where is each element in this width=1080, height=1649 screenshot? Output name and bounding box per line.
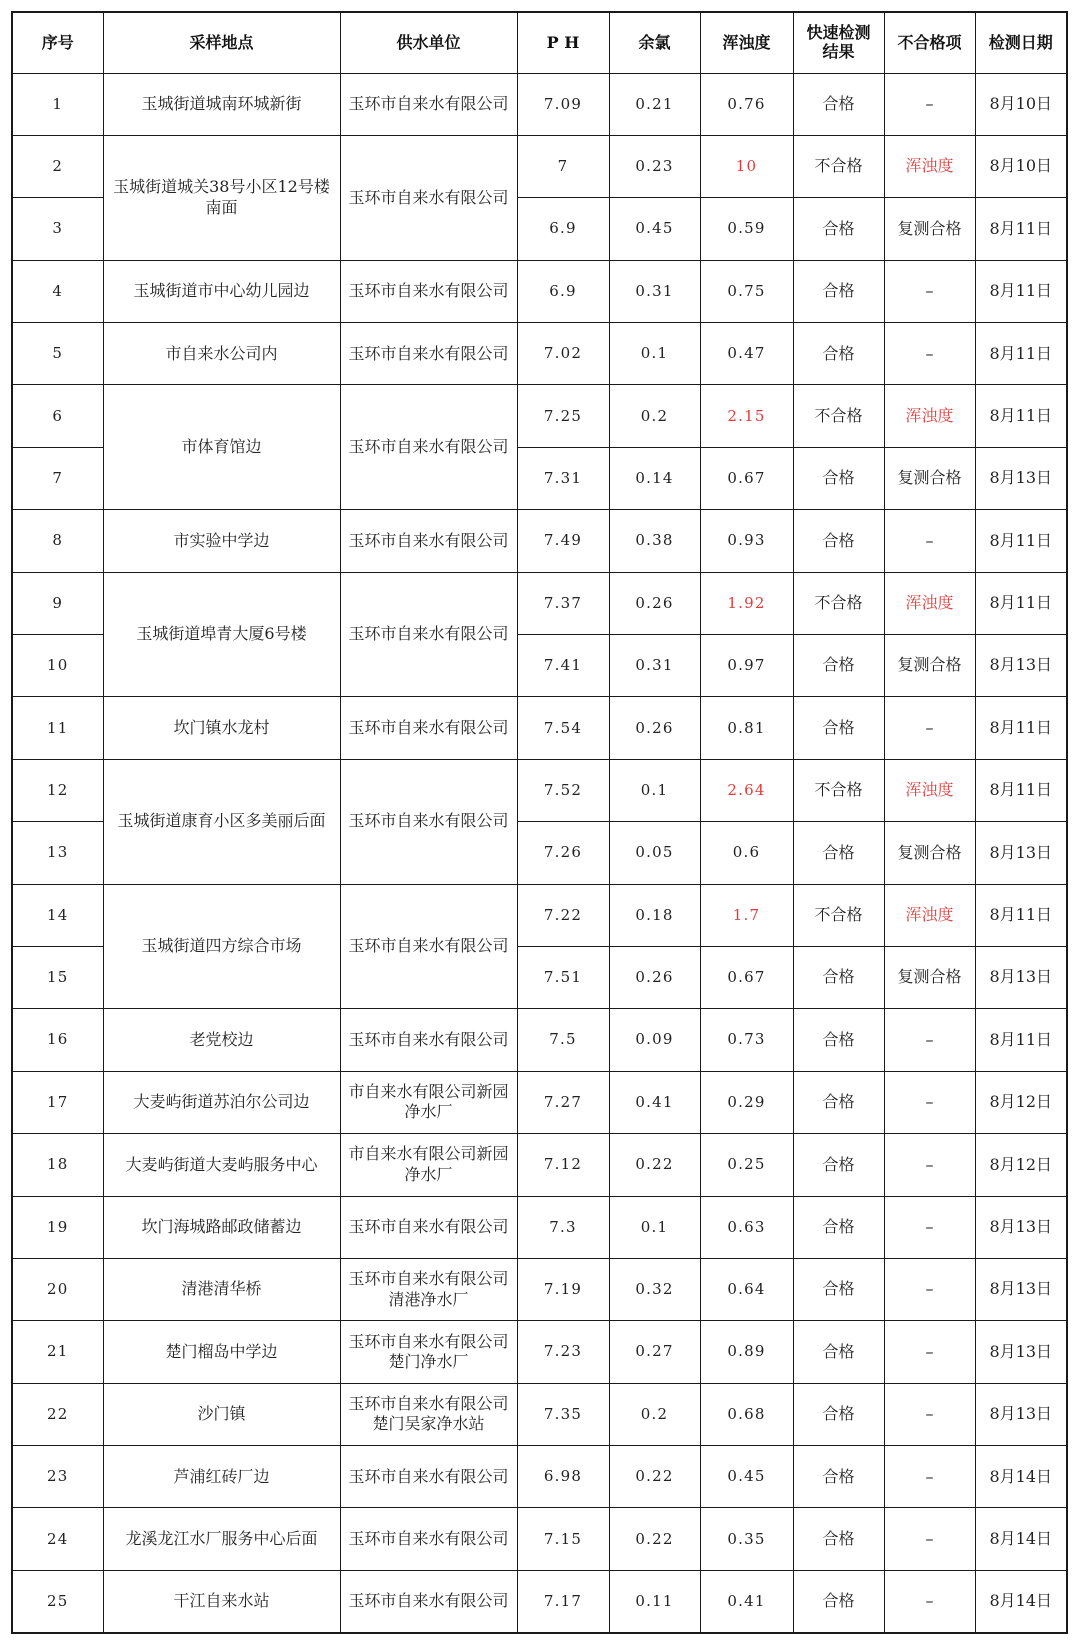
sample-number-cell: 13 xyxy=(12,822,103,884)
residual-chlorine-cell: 0.21 xyxy=(609,73,700,135)
test-date-cell: 8月11日 xyxy=(975,260,1067,322)
failed-item-cell: – xyxy=(884,1446,975,1508)
failed-item-cell: – xyxy=(884,260,975,322)
sampling-site-cell: 玉城街道四方综合市场 xyxy=(103,884,340,1009)
sample-number-cell: 22 xyxy=(12,1383,103,1445)
quick-test-result-cell: 合格 xyxy=(793,73,884,135)
residual-chlorine-cell: 0.45 xyxy=(609,198,700,260)
failed-item-cell: – xyxy=(884,1196,975,1258)
header-residual-chlorine: 余氯 xyxy=(609,12,700,73)
ph-cell: 6.9 xyxy=(517,198,609,260)
quick-test-result-cell: 不合格 xyxy=(793,759,884,821)
water-supplier-cell: 玉环市自来水有限公司清港净水厂 xyxy=(340,1258,517,1320)
water-supplier-cell: 玉环市自来水有限公司 xyxy=(340,884,517,1009)
table-row xyxy=(12,260,1067,322)
failed-item-cell: 浑浊度 xyxy=(884,385,975,447)
turbidity-cell: 1.92 xyxy=(700,572,793,634)
residual-chlorine-cell: 0.22 xyxy=(609,1508,700,1570)
residual-chlorine-cell: 0.41 xyxy=(609,1071,700,1133)
sampling-site-cell: 玉城街道康育小区多美丽后面 xyxy=(103,759,340,884)
failed-item-cell: – xyxy=(884,1383,975,1445)
ph-cell: 7.3 xyxy=(517,1196,609,1258)
failed-item-cell: 复测合格 xyxy=(884,822,975,884)
quick-test-result-cell: 合格 xyxy=(793,822,884,884)
quick-test-result-cell: 合格 xyxy=(793,697,884,759)
turbidity-cell: 0.64 xyxy=(700,1258,793,1320)
water-supplier-cell: 玉环市自来水有限公司 xyxy=(340,1570,517,1632)
quick-test-result-cell: 合格 xyxy=(793,1258,884,1320)
table-row xyxy=(12,572,1067,634)
residual-chlorine-cell: 0.26 xyxy=(609,697,700,759)
residual-chlorine-cell: 0.32 xyxy=(609,1258,700,1320)
test-date-cell: 8月13日 xyxy=(975,1321,1067,1383)
water-supplier-cell: 玉环市自来水有限公司 xyxy=(340,510,517,572)
sample-number-cell: 25 xyxy=(12,1570,103,1632)
header-quick-test-result xyxy=(793,12,884,73)
quick-test-result-cell: 合格 xyxy=(793,198,884,260)
table-row xyxy=(12,1321,1067,1383)
water-supplier-cell: 市自来水有限公司新园净水厂 xyxy=(340,1071,517,1133)
sample-number-cell: 8 xyxy=(12,510,103,572)
header-turbidity: 浑浊度 xyxy=(700,12,793,73)
test-date-cell: 8月11日 xyxy=(975,385,1067,447)
water-supplier-cell: 玉环市自来水有限公司 xyxy=(340,135,517,260)
failed-item-cell: 复测合格 xyxy=(884,635,975,697)
quick-test-result-cell: 合格 xyxy=(793,1446,884,1508)
quick-test-result-cell: 合格 xyxy=(793,1009,884,1071)
table-row xyxy=(12,884,1067,946)
ph-cell: 7.52 xyxy=(517,759,609,821)
header-quick-test-result-label: 快速检测结果 xyxy=(806,23,871,61)
ph-cell: 6.9 xyxy=(517,260,609,322)
sample-number-cell: 9 xyxy=(12,572,103,634)
sampling-site-cell: 沙门镇 xyxy=(103,1383,340,1445)
ph-cell: 7.15 xyxy=(517,1508,609,1570)
residual-chlorine-cell: 0.18 xyxy=(609,884,700,946)
ph-cell: 7.51 xyxy=(517,946,609,1008)
sampling-site-cell: 市实验中学边 xyxy=(103,510,340,572)
table-row xyxy=(12,1258,1067,1320)
ph-cell: 7.41 xyxy=(517,635,609,697)
header-failed-item: 不合格项 xyxy=(884,12,975,73)
test-date-cell: 8月11日 xyxy=(975,884,1067,946)
table-row xyxy=(12,759,1067,821)
sampling-site-cell: 玉城街道城南环城新街 xyxy=(103,73,340,135)
residual-chlorine-cell: 0.26 xyxy=(609,572,700,634)
sampling-site-cell: 坎门海城路邮政储蓄边 xyxy=(103,1196,340,1258)
failed-item-cell: 复测合格 xyxy=(884,198,975,260)
failed-item-cell: – xyxy=(884,1071,975,1133)
table-row xyxy=(12,697,1067,759)
turbidity-cell: 0.41 xyxy=(700,1570,793,1632)
turbidity-cell: 0.73 xyxy=(700,1009,793,1071)
sampling-site-cell: 市自来水公司内 xyxy=(103,323,340,385)
sampling-site-cell: 老党校边 xyxy=(103,1009,340,1071)
header-sample-number: 序号 xyxy=(12,12,103,73)
turbidity-cell: 0.75 xyxy=(700,260,793,322)
test-date-cell: 8月13日 xyxy=(975,1258,1067,1320)
ph-cell: 7.02 xyxy=(517,323,609,385)
water-supplier-cell: 玉环市自来水有限公司 xyxy=(340,759,517,884)
sampling-site-cell: 玉城街道市中心幼儿园边 xyxy=(103,260,340,322)
table-row xyxy=(12,73,1067,135)
ph-cell: 7.22 xyxy=(517,884,609,946)
test-date-cell: 8月13日 xyxy=(975,635,1067,697)
ph-cell: 7.19 xyxy=(517,1258,609,1320)
turbidity-cell: 0.67 xyxy=(700,447,793,509)
water-quality-sheet xyxy=(11,11,1068,1634)
water-supplier-cell: 玉环市自来水有限公司 xyxy=(340,323,517,385)
residual-chlorine-cell: 0.1 xyxy=(609,1196,700,1258)
water-supplier-cell: 玉环市自来水有限公司 xyxy=(340,1508,517,1570)
table-row xyxy=(12,1196,1067,1258)
turbidity-cell: 0.76 xyxy=(700,73,793,135)
failed-item-cell: 复测合格 xyxy=(884,946,975,1008)
header-ph: P H xyxy=(517,12,609,73)
ph-cell: 7.26 xyxy=(517,822,609,884)
sample-number-cell: 3 xyxy=(12,198,103,260)
sampling-site-cell: 大麦屿街道大麦屿服务中心 xyxy=(103,1134,340,1196)
sample-number-cell: 2 xyxy=(12,135,103,197)
failed-item-cell: – xyxy=(884,1134,975,1196)
table-row xyxy=(12,1570,1067,1632)
sampling-site-cell: 玉城街道埠青大厦6号楼 xyxy=(103,572,340,697)
ph-cell: 7.27 xyxy=(517,1071,609,1133)
residual-chlorine-cell: 0.23 xyxy=(609,135,700,197)
test-date-cell: 8月14日 xyxy=(975,1508,1067,1570)
sample-number-cell: 18 xyxy=(12,1134,103,1196)
turbidity-cell: 0.89 xyxy=(700,1321,793,1383)
quick-test-result-cell: 合格 xyxy=(793,260,884,322)
ph-cell: 7.54 xyxy=(517,697,609,759)
failed-item-cell: – xyxy=(884,73,975,135)
water-supplier-cell: 玉环市自来水有限公司 xyxy=(340,1009,517,1071)
sampling-site-cell: 芦浦红砖厂边 xyxy=(103,1446,340,1508)
residual-chlorine-cell: 0.05 xyxy=(609,822,700,884)
residual-chlorine-cell: 0.1 xyxy=(609,323,700,385)
test-date-cell: 8月13日 xyxy=(975,1196,1067,1258)
test-date-cell: 8月11日 xyxy=(975,510,1067,572)
sample-number-cell: 10 xyxy=(12,635,103,697)
sampling-site-cell: 市体育馆边 xyxy=(103,385,340,510)
table-row xyxy=(12,1134,1067,1196)
sample-number-cell: 1 xyxy=(12,73,103,135)
quick-test-result-cell: 合格 xyxy=(793,946,884,1008)
residual-chlorine-cell: 0.11 xyxy=(609,1570,700,1632)
sample-number-cell: 21 xyxy=(12,1321,103,1383)
residual-chlorine-cell: 0.2 xyxy=(609,1383,700,1445)
sample-number-cell: 11 xyxy=(12,697,103,759)
ph-cell: 7.23 xyxy=(517,1321,609,1383)
turbidity-cell: 0.45 xyxy=(700,1446,793,1508)
quick-test-result-cell: 不合格 xyxy=(793,884,884,946)
water-supplier-cell: 玉环市自来水有限公司 xyxy=(340,260,517,322)
quick-test-result-cell: 合格 xyxy=(793,1508,884,1570)
residual-chlorine-cell: 0.31 xyxy=(609,260,700,322)
sample-number-cell: 5 xyxy=(12,323,103,385)
failed-item-cell: – xyxy=(884,1258,975,1320)
water-supplier-cell: 玉环市自来水有限公司 xyxy=(340,697,517,759)
residual-chlorine-cell: 0.09 xyxy=(609,1009,700,1071)
table-row xyxy=(12,385,1067,447)
water-supplier-cell: 玉环市自来水有限公司楚门吴家净水站 xyxy=(340,1383,517,1445)
ph-cell: 7.35 xyxy=(517,1383,609,1445)
failed-item-cell: 浑浊度 xyxy=(884,135,975,197)
water-supplier-cell: 玉环市自来水有限公司 xyxy=(340,385,517,510)
table-row xyxy=(12,135,1067,197)
failed-item-cell: – xyxy=(884,697,975,759)
water-supplier-cell: 玉环市自来水有限公司 xyxy=(340,1446,517,1508)
failed-item-cell: – xyxy=(884,323,975,385)
sampling-site-cell: 龙溪龙江水厂服务中心后面 xyxy=(103,1508,340,1570)
ph-cell: 7.12 xyxy=(517,1134,609,1196)
residual-chlorine-cell: 0.26 xyxy=(609,946,700,1008)
failed-item-cell: – xyxy=(884,1508,975,1570)
ph-cell: 7.5 xyxy=(517,1009,609,1071)
failed-item-cell: – xyxy=(884,1009,975,1071)
quick-test-result-cell: 合格 xyxy=(793,1196,884,1258)
test-date-cell: 8月10日 xyxy=(975,73,1067,135)
residual-chlorine-cell: 0.14 xyxy=(609,447,700,509)
ph-cell: 6.98 xyxy=(517,1446,609,1508)
quick-test-result-cell: 合格 xyxy=(793,323,884,385)
residual-chlorine-cell: 0.22 xyxy=(609,1134,700,1196)
quick-test-result-cell: 合格 xyxy=(793,1383,884,1445)
failed-item-cell: 浑浊度 xyxy=(884,884,975,946)
turbidity-cell: 0.63 xyxy=(700,1196,793,1258)
ph-cell: 7.25 xyxy=(517,385,609,447)
table-row xyxy=(12,1446,1067,1508)
test-date-cell: 8月11日 xyxy=(975,697,1067,759)
table-row xyxy=(12,1071,1067,1133)
turbidity-cell: 2.15 xyxy=(700,385,793,447)
turbidity-cell: 2.64 xyxy=(700,759,793,821)
quick-test-result-cell: 合格 xyxy=(793,510,884,572)
header-sampling-site: 采样地点 xyxy=(103,12,340,73)
header-test-date: 检测日期 xyxy=(975,12,1067,73)
ph-cell: 7 xyxy=(517,135,609,197)
test-date-cell: 8月14日 xyxy=(975,1446,1067,1508)
sample-number-cell: 7 xyxy=(12,447,103,509)
water-quality-table xyxy=(11,11,1068,1634)
sample-number-cell: 19 xyxy=(12,1196,103,1258)
failed-item-cell: 浑浊度 xyxy=(884,759,975,821)
test-date-cell: 8月11日 xyxy=(975,198,1067,260)
quick-test-result-cell: 不合格 xyxy=(793,572,884,634)
sample-number-cell: 17 xyxy=(12,1071,103,1133)
sampling-site-cell: 楚门榴岛中学边 xyxy=(103,1321,340,1383)
table-row xyxy=(12,323,1067,385)
water-supplier-cell: 玉环市自来水有限公司 xyxy=(340,572,517,697)
quick-test-result-cell: 合格 xyxy=(793,635,884,697)
test-date-cell: 8月11日 xyxy=(975,323,1067,385)
ph-cell: 7.49 xyxy=(517,510,609,572)
sample-number-cell: 16 xyxy=(12,1009,103,1071)
quick-test-result-cell: 合格 xyxy=(793,447,884,509)
failed-item-cell: 浑浊度 xyxy=(884,572,975,634)
water-supplier-cell: 玉环市自来水有限公司 xyxy=(340,1196,517,1258)
test-date-cell: 8月12日 xyxy=(975,1071,1067,1133)
ph-cell: 7.31 xyxy=(517,447,609,509)
sample-number-cell: 15 xyxy=(12,946,103,1008)
ph-cell: 7.17 xyxy=(517,1570,609,1632)
sample-number-cell: 23 xyxy=(12,1446,103,1508)
table-row xyxy=(12,1009,1067,1071)
test-date-cell: 8月13日 xyxy=(975,822,1067,884)
turbidity-cell: 10 xyxy=(700,135,793,197)
residual-chlorine-cell: 0.27 xyxy=(609,1321,700,1383)
quick-test-result-cell: 合格 xyxy=(793,1321,884,1383)
table-row xyxy=(12,510,1067,572)
turbidity-cell: 0.67 xyxy=(700,946,793,1008)
test-date-cell: 8月13日 xyxy=(975,946,1067,1008)
table-row xyxy=(12,1508,1067,1570)
sample-number-cell: 24 xyxy=(12,1508,103,1570)
ph-cell: 7.37 xyxy=(517,572,609,634)
failed-item-cell: – xyxy=(884,1321,975,1383)
turbidity-cell: 0.81 xyxy=(700,697,793,759)
test-date-cell: 8月11日 xyxy=(975,1009,1067,1071)
water-supplier-cell: 玉环市自来水有限公司 xyxy=(340,73,517,135)
sample-number-cell: 20 xyxy=(12,1258,103,1320)
test-date-cell: 8月13日 xyxy=(975,447,1067,509)
turbidity-cell: 0.29 xyxy=(700,1071,793,1133)
test-date-cell: 8月14日 xyxy=(975,1570,1067,1632)
turbidity-cell: 0.97 xyxy=(700,635,793,697)
table-row xyxy=(12,1383,1067,1445)
table-header-row xyxy=(12,12,1067,73)
sampling-site-cell: 大麦屿街道苏泊尔公司边 xyxy=(103,1071,340,1133)
quick-test-result-cell: 不合格 xyxy=(793,385,884,447)
water-supplier-cell: 市自来水有限公司新园净水厂 xyxy=(340,1134,517,1196)
quick-test-result-cell: 不合格 xyxy=(793,135,884,197)
sample-number-cell: 6 xyxy=(12,385,103,447)
failed-item-cell: – xyxy=(884,510,975,572)
residual-chlorine-cell: 0.22 xyxy=(609,1446,700,1508)
turbidity-cell: 0.35 xyxy=(700,1508,793,1570)
sample-number-cell: 4 xyxy=(12,260,103,322)
turbidity-cell: 0.47 xyxy=(700,323,793,385)
ph-cell: 7.09 xyxy=(517,73,609,135)
failed-item-cell: – xyxy=(884,1570,975,1632)
test-date-cell: 8月12日 xyxy=(975,1134,1067,1196)
quick-test-result-cell: 合格 xyxy=(793,1570,884,1632)
turbidity-cell: 0.59 xyxy=(700,198,793,260)
residual-chlorine-cell: 0.2 xyxy=(609,385,700,447)
results-table-body xyxy=(12,73,1067,1633)
failed-item-cell: 复测合格 xyxy=(884,447,975,509)
test-date-cell: 8月11日 xyxy=(975,759,1067,821)
test-date-cell: 8月11日 xyxy=(975,572,1067,634)
sample-number-cell: 14 xyxy=(12,884,103,946)
quick-test-result-cell: 合格 xyxy=(793,1134,884,1196)
turbidity-cell: 0.68 xyxy=(700,1383,793,1445)
sampling-site-cell: 玉城街道城关38号小区12号楼南面 xyxy=(103,135,340,260)
residual-chlorine-cell: 0.1 xyxy=(609,759,700,821)
sampling-site-cell: 清港清华桥 xyxy=(103,1258,340,1320)
quick-test-result-cell: 合格 xyxy=(793,1071,884,1133)
turbidity-cell: 0.93 xyxy=(700,510,793,572)
turbidity-cell: 0.25 xyxy=(700,1134,793,1196)
header-water-supplier: 供水单位 xyxy=(340,12,517,73)
test-date-cell: 8月13日 xyxy=(975,1383,1067,1445)
turbidity-cell: 1.7 xyxy=(700,884,793,946)
sampling-site-cell: 干江自来水站 xyxy=(103,1570,340,1632)
turbidity-cell: 0.6 xyxy=(700,822,793,884)
test-date-cell: 8月10日 xyxy=(975,135,1067,197)
sample-number-cell: 12 xyxy=(12,759,103,821)
residual-chlorine-cell: 0.31 xyxy=(609,635,700,697)
water-supplier-cell: 玉环市自来水有限公司楚门净水厂 xyxy=(340,1321,517,1383)
sampling-site-cell: 坎门镇水龙村 xyxy=(103,697,340,759)
residual-chlorine-cell: 0.38 xyxy=(609,510,700,572)
